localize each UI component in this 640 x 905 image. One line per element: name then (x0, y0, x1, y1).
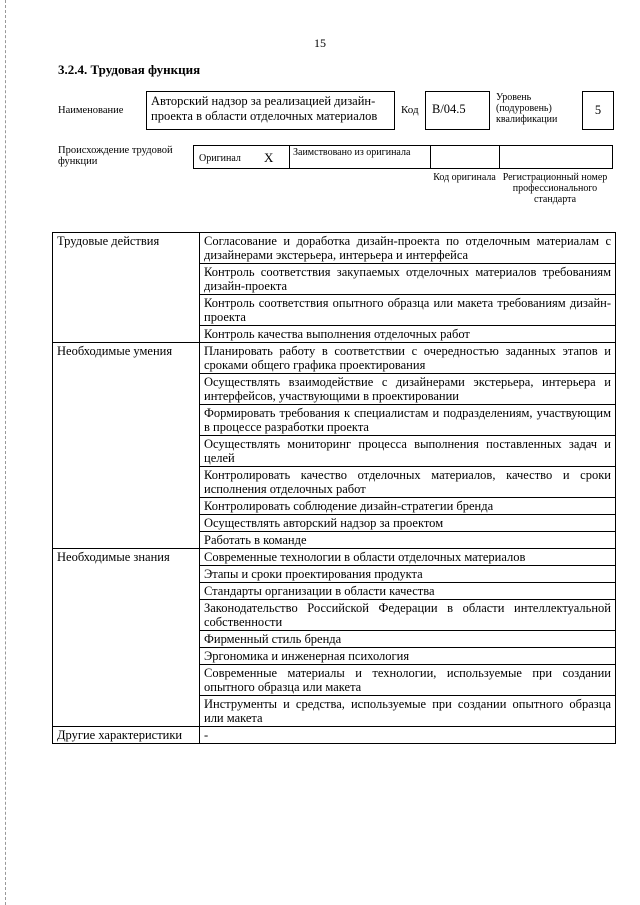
item-cell: Инструменты и средства, используемые при создании опытного образца или макета (200, 696, 616, 727)
name-label: Наименование (58, 105, 124, 116)
table-row (53, 343, 616, 374)
original-mark: X (264, 150, 274, 165)
reg-number-caption: Регистрационный номер профессионального стандарта (502, 172, 608, 205)
code-original-caption: Код оригинала (433, 172, 496, 183)
origin-reg-cell (500, 146, 612, 168)
category-cell: Другие характеристики (53, 727, 200, 744)
item-cell: Законодательство Российской Федерации в области интеллектуальной собственности (200, 600, 616, 631)
function-name-box: Авторский надзор за реализацией дизайн-проекта в области отделочных материалов (146, 91, 395, 130)
code-box: В/04.5 (425, 91, 490, 130)
item-cell: - (200, 727, 616, 744)
original-label: Оригинал (199, 153, 241, 164)
item-cell: Осуществлять авторский надзор за проектом (200, 515, 616, 532)
item-cell: Контролировать качество отделочных материалов, качество и сроки исполнения отделочных работ (200, 467, 616, 498)
margin-line (5, 0, 10, 905)
category-cell: Необходимые умения (53, 343, 200, 549)
table-row (53, 727, 616, 744)
function-details-table (52, 232, 616, 744)
origin-code-cell (431, 146, 500, 168)
page-number: 15 (314, 36, 326, 50)
item-cell: Стандарты организации в области качества (200, 583, 616, 600)
table-row (53, 233, 616, 264)
origin-original-cell (194, 146, 290, 168)
item-cell: Современные технологии в области отделочных материалов (200, 549, 616, 566)
item-cell: Контроль качества выполнения отделочных работ (200, 326, 616, 343)
item-cell: Осуществлять мониторинг процесса выполнения поставленных задач и целей (200, 436, 616, 467)
item-cell: Формировать требования к специалистам и подразделениям, участвующим в процессе разработки проекта (200, 405, 616, 436)
code-label: Код (401, 104, 419, 116)
category-cell: Трудовые действия (53, 233, 200, 343)
item-cell: Эргономика и инженерная психология (200, 648, 616, 665)
item-cell: Контроль соответствия закупаемых отделочных материалов требованиям дизайн-проекта (200, 264, 616, 295)
origin-row (193, 145, 613, 169)
item-cell: Осуществлять взаимодействие с дизайнерами экстерьера, интерьера и интерфейсов, участвующими в проектировании (200, 374, 616, 405)
item-cell: Современные материалы и технологии, используемые при создании опытного образца или макета (200, 665, 616, 696)
item-cell: Этапы и сроки проектирования продукта (200, 566, 616, 583)
level-box: 5 (582, 91, 614, 130)
borrowed-label: Заимствовано из оригинала (293, 147, 411, 158)
item-cell: Согласование и доработка дизайн-проекта по отделочным материалам с дизайнерами экстерьера, интерьера и интерфейса (200, 233, 616, 264)
table-row (53, 549, 616, 566)
section-heading: 3.2.4. Трудовая функция (58, 62, 201, 77)
category-cell: Необходимые знания (53, 549, 200, 727)
origin-label: Происхождение трудовой функции (58, 145, 173, 167)
item-cell: Фирменный стиль бренда (200, 631, 616, 648)
item-cell: Контроль соответствия опытного образца или макета требованиям дизайн-проекта (200, 295, 616, 326)
item-cell: Работать в команде (200, 532, 616, 549)
level-label: Уровень (подуровень) квалификации (496, 92, 558, 125)
item-cell: Контролировать соблюдение дизайн-стратегии бренда (200, 498, 616, 515)
origin-borrowed-cell (290, 146, 431, 168)
item-cell: Планировать работу в соответствии с очередностью заданных этапов и сроками общего графика проектирования (200, 343, 616, 374)
